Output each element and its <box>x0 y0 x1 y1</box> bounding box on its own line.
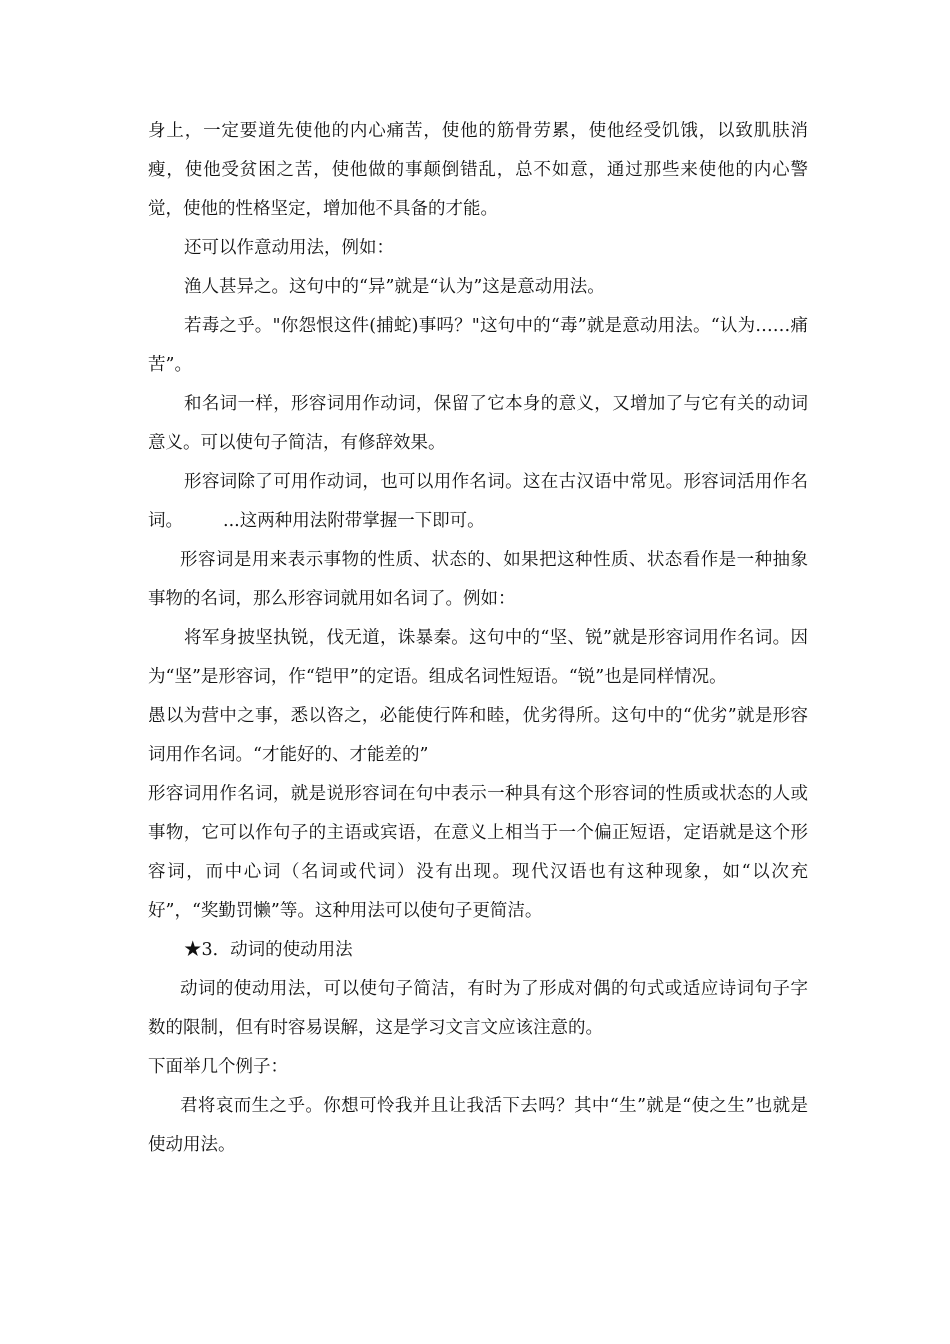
paragraph-6 <box>148 463 808 541</box>
paragraph-3: 渔人甚异之。这句中的“异”就是“认为”这是意动用法。 <box>184 277 605 297</box>
section-heading-3: ★3．动词的使动用法 <box>184 940 353 960</box>
paragraph-9: 愚以为营中之事，悉以咨之，必能使行阵和睦，优劣得所。这句中的“优劣”就是形容词用作名词。“才能好的、才能差的” <box>148 706 808 765</box>
document-body <box>148 112 808 1165</box>
paragraph-8: 将军身披坚执锐，伐无道，诛暴秦。这句中的“坚、锐”就是形容词用作名词。因为“坚”是形容词，作“铠甲”的定语。组成名词性短语。“锐”也是同样情况。 <box>148 628 808 687</box>
paragraph-13: 下面举几个例子： <box>148 1057 288 1077</box>
paragraph-10: 形容词用作名词，就是说形容词在句中表示一种具有这个形容词的性质或状态的人或事物，它可以作句子的主语或宾语，在意义上相当于一个偏正短语，定语就是这个形容词，而中心词（名词或代词）没有出现。现代汉语也有这种现象，如“以次充好”，“奖勤罚懒”等。这种用法可以使句子更简洁。 <box>148 784 808 921</box>
paragraph-14: 君将哀而生之乎。你想可怜我并且让我活下去吗？其中“生”就是“使之生”也就是使动用法。 <box>148 1096 808 1155</box>
paragraph-6-main: 形容词除了可用作动词，也可以用作名词。这在古汉语中常见。形容词活用作名词。 <box>148 472 808 531</box>
paragraph-2: 还可以作意动用法，例如： <box>184 238 394 258</box>
paragraph-5: 和名词一样，形容词用作动词，保留了它本身的意义，又增加了与它有关的动词意义。可以使句子简洁，有修辞效果。 <box>148 394 808 453</box>
paragraph-7: 形容词是用来表示事物的性质、状态的、如果把这种性质、状态看作是一种抽象事物的名词，那么形容词就用如名词了。例如： <box>148 550 808 609</box>
paragraph-4: 若毒之乎。"你怨恨这件(捕蛇)事吗？"这句中的“毒”就是意动用法。“认为……痛苦”。 <box>148 316 808 375</box>
paragraph-6-note: ...这两种用法附带掌握一下即可。 <box>223 511 485 531</box>
paragraph-1: 身上，一定要道先使他的内心痛苦，使他的筋骨劳累，使他经受饥饿，以致肌肤消瘦，使他受贫困之苦，使他做的事颠倒错乱，总不如意，通过那些来使他的内心警觉，使他的性格坚定，增加他不具备的才能。 <box>148 121 808 219</box>
paragraph-12: 动词的使动用法，可以使句子简洁，有时为了形成对偶的句式或适应诗词句子字数的限制，但有时容易误解，这是学习文言文应该注意的。 <box>148 979 808 1038</box>
